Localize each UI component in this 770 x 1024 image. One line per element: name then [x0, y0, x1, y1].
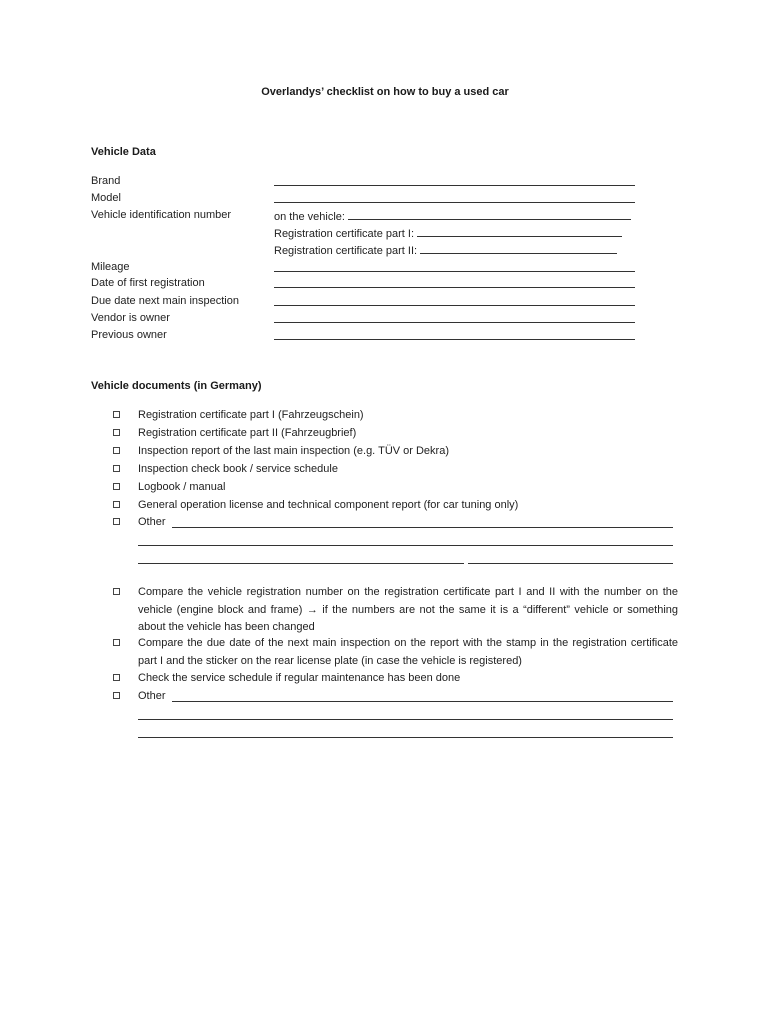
checkbox[interactable]	[113, 518, 120, 525]
other-input-line[interactable]	[138, 545, 673, 546]
checkbox[interactable]	[113, 501, 120, 508]
other-input-line[interactable]	[468, 563, 673, 564]
mileage-input-line[interactable]	[274, 261, 635, 272]
checkbox[interactable]	[113, 692, 120, 699]
item-label: Logbook / manual	[138, 481, 226, 493]
field-vin-part2	[91, 243, 651, 260]
checkbox[interactable]	[113, 674, 120, 681]
field-vin	[91, 209, 651, 226]
field-label: Mileage	[91, 261, 130, 273]
brand-input-line[interactable]	[274, 175, 635, 186]
item-label: Registration certificate part II (Fahrzeugbrief)	[138, 427, 357, 439]
field-label: Vehicle identification number	[91, 209, 232, 221]
field-label: Vendor is owner	[91, 312, 170, 324]
checkbox[interactable]	[113, 588, 120, 595]
field-vendor-owner	[91, 312, 651, 329]
field-label: Date of first registration	[91, 277, 205, 289]
field-brand	[91, 175, 651, 192]
checkbox[interactable]	[113, 429, 120, 436]
item-label: Check the service schedule if regular maintenance has been done	[138, 672, 461, 684]
other-input-line[interactable]	[138, 719, 673, 720]
other-input-line[interactable]	[172, 527, 673, 528]
vin-part1-input-line[interactable]	[417, 226, 622, 237]
due-date-input-line[interactable]	[274, 295, 635, 306]
other-input-line[interactable]	[138, 737, 673, 738]
field-previous-owner	[91, 329, 651, 346]
item-label: Other	[138, 516, 166, 528]
field-due-date	[91, 295, 651, 312]
field-label: Brand	[91, 175, 121, 187]
item-label: Compare the vehicle registration number on the registration certificate part I and II with the number on the vehicle (engine block and frame) → if the numbers are not the same it is a “different” vehicle or something about the vehicle has been changed	[138, 586, 678, 633]
checkbox[interactable]	[113, 483, 120, 490]
other-input-line[interactable]	[172, 701, 673, 702]
previous-owner-input-line[interactable]	[274, 329, 635, 340]
checkbox[interactable]	[113, 411, 120, 418]
item-label: Compare the due date of the next main inspection on the report with the stamp in the registration certificate part I and the sticker on the rear license plate (in case the vehicle is registered)	[138, 637, 678, 667]
vin-part2-label: Registration certificate part II:	[274, 245, 418, 257]
item-label: Inspection report of the last main inspection (e.g. TÜV or Dekra)	[138, 445, 449, 457]
other-input-line[interactable]	[138, 563, 464, 564]
vendor-owner-input-line[interactable]	[274, 312, 635, 323]
vin-vehicle-input-line[interactable]	[348, 209, 631, 220]
field-label: Due date next main inspection	[91, 295, 239, 307]
item-label: Inspection check book / service schedule	[138, 463, 338, 475]
checkbox[interactable]	[113, 447, 120, 454]
vin-on-vehicle-label: on the vehicle:	[274, 211, 345, 223]
first-registration-input-line[interactable]	[274, 277, 635, 288]
item-label: Other	[138, 690, 166, 702]
document-title: Overlandys’ checklist on how to buy a used car	[261, 86, 509, 98]
vin-part1-label: Registration certificate part I:	[274, 228, 415, 240]
field-first-registration	[91, 277, 651, 294]
checkbox[interactable]	[113, 639, 120, 646]
model-input-line[interactable]	[274, 192, 635, 203]
vehicle-data-heading: Vehicle Data	[91, 146, 156, 158]
field-label: Model	[91, 192, 121, 204]
vin-part2-input-line[interactable]	[420, 243, 617, 254]
vehicle-documents-heading: Vehicle documents (in Germany)	[91, 380, 262, 392]
field-vin-part1	[91, 226, 651, 243]
item-label: General operation license and technical component report (for car tuning only)	[138, 499, 519, 511]
field-model	[91, 192, 651, 209]
checkbox[interactable]	[113, 465, 120, 472]
item-label: Registration certificate part I (Fahrzeugschein)	[138, 409, 364, 421]
field-label: Previous owner	[91, 329, 167, 341]
field-mileage	[91, 261, 651, 278]
